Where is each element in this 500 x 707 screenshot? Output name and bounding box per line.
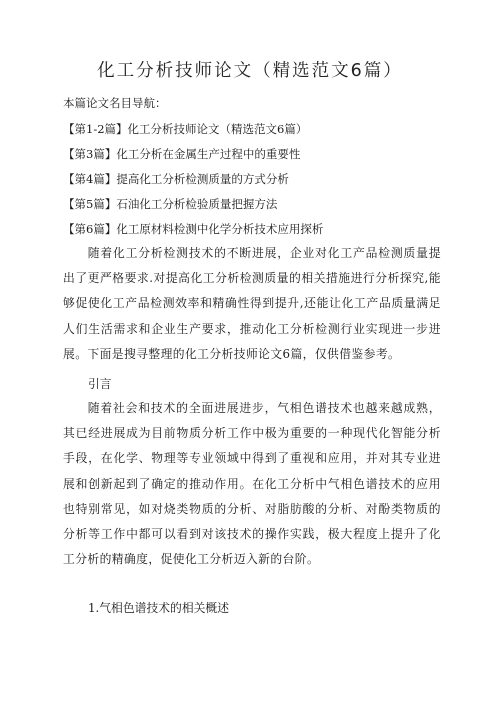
toc-item[interactable]: 【第6篇】化工原材料检测中化学分析技术应用探析: [63, 222, 324, 236]
toc-item[interactable]: 【第4篇】提高化工分析检测质量的方式分析: [63, 172, 289, 186]
intro-paragraph: 随着化工分析检测技术的不断进展，企业对化工产品检测质量提出了更严格要求.对提高化工分析检测质量的相关措施进行分析探究,能够促使化工产品检测效率和精确性得到提升,还能让化工产品质量满足人们生活需求和企业生产要求，推动化工分析检测行业实现进一步进展。下面是搜寻整理的化工分析技师论文6篇，仅供借鉴参考。: [63, 246, 441, 361]
table-of-contents: [63, 117, 323, 242]
toc-item[interactable]: 【第5篇】石油化工分析检验质量把握方法: [63, 197, 278, 211]
toc-item[interactable]: 【第3篇】化工分析在金属生产过程中的重要性: [63, 147, 301, 161]
document-title: 化工分析技师论文（精选范文6篇）: [97, 61, 403, 81]
section-heading-introduction: 引言: [88, 377, 112, 391]
section-heading-1: 1.气相色谱技术的相关概述: [88, 601, 230, 615]
toc-item[interactable]: 【第1-2篇】化工分析技师论文（精选范文6篇）: [63, 122, 308, 136]
body-paragraph: 随着社会和技术的全面进展进步，气相色谱技术也越来越成熟，其已经进展成为目前物质分析工作中极为重要的一种现代化智能分析手段，在化学、物理等专业领域中得到了重视和应用，并对其专业进展和创新起到了确定的推动作用。在化工分析中气相色谱技术的应用也特别常见，如对烧类物质的分析、对脂肪酸的分析、对酚类物质的分析等工作中都可以看到对该技术的操作实践，极大程度上提升了化工分析的精确度，促使化工分析迈入新的台阶。: [63, 401, 441, 567]
toc-heading: 本篇论文名目导航：: [63, 96, 167, 110]
